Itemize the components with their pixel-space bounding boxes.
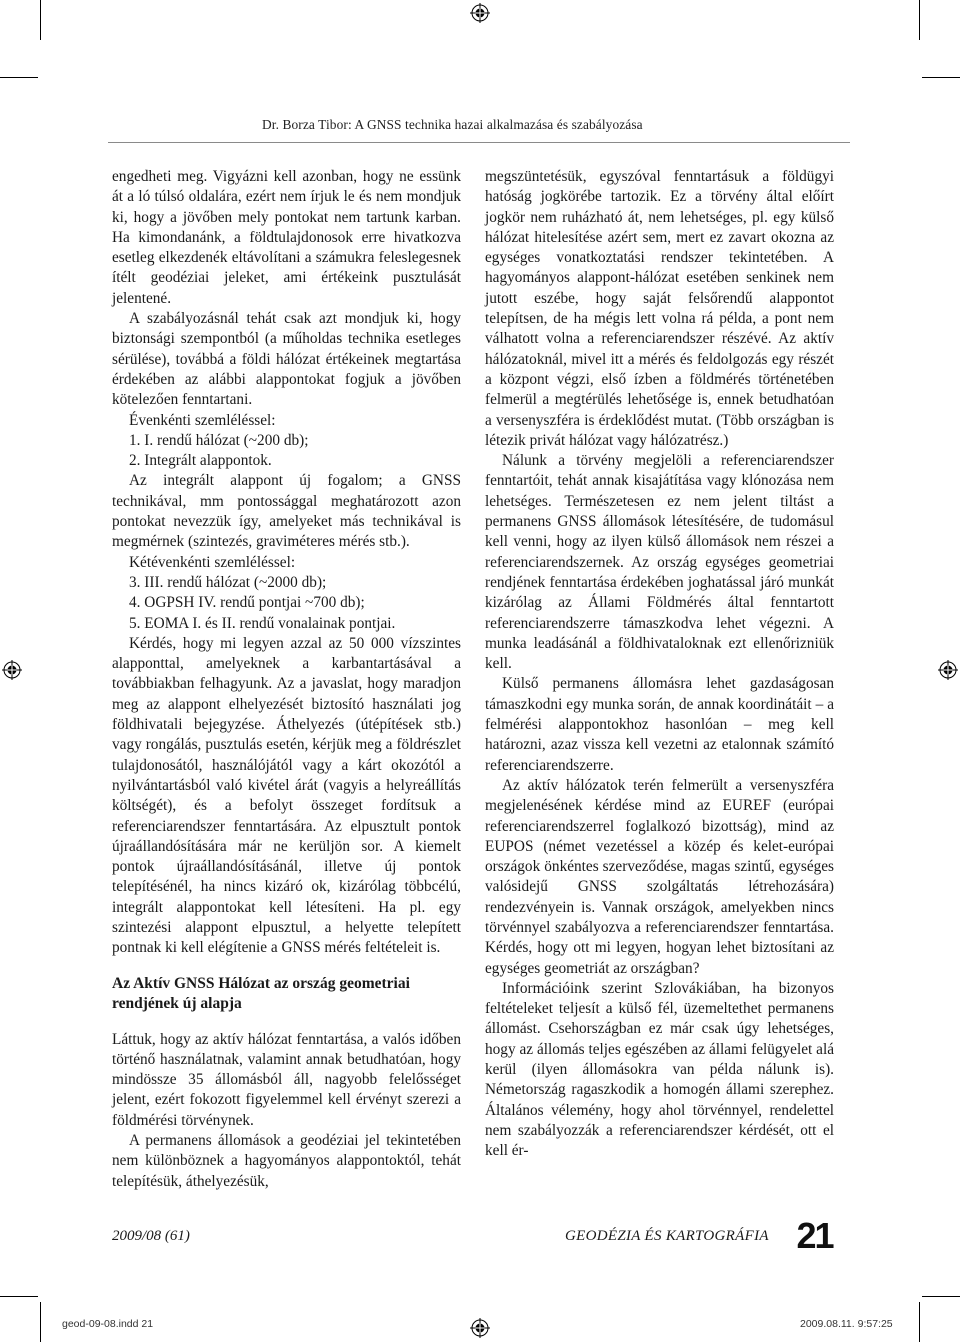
paragraph: engedheti meg. Vigyázni kell azonban, hogy ne essünk át a ló túlsó oldalára, ezért nem írjuk le és nem mondjuk ki, hogy a jövőben mely pontokat nem tartunk karban. Ha kimondanánk, a földtulajdonosok erre hivatkozva esetleg elkezdenék eltávolítani a számukra feleslegesnek ítélt geodéziai jeleket, ami értékeink pusztulását jelentené. bbox=[112, 168, 461, 307]
left-column bbox=[112, 167, 461, 1192]
section-heading: Az Aktív GNSS Hálózat az ország geometriai rendjének új alapja bbox=[112, 974, 410, 1013]
running-header: Dr. Borza Tibor: A GNSS technika hazai alkalmazása és szabályozása bbox=[262, 117, 643, 132]
print-slug-timestamp: 2009.08.11. 9:57:25 bbox=[800, 1318, 893, 1330]
crop-mark-icon bbox=[922, 1296, 960, 1297]
crop-mark-icon bbox=[0, 77, 38, 78]
journal-title: GEODÉZIA ÉS KARTOGRÁFIA bbox=[565, 1228, 769, 1244]
list-item: 5. EOMA I. és II. rendű vonalainak pontjai. bbox=[129, 614, 396, 632]
paragraph: Nálunk a törvény megjelöli a referenciarendszer fenntartóit, tehát annak kisajátítása vagy klónozása nem lehetséges. Természetesen ez nem jelent tiltást a permanens GNSS állomások létesítésére, de tudomásul kell venni, hogy az ilyen külső állomások nem részei a referenciarendszernek. Az ország egységes geometriai rendjének fenntartása érdekében joghatással járó munkát kizárólag az Állami Földmérés által fenntartott referenciarendszerre támaszkodva lehet végezni. A munka leadásánál a földhivataloknak ezt ellenőrizniük kell. bbox=[485, 452, 834, 673]
header-rule bbox=[108, 142, 850, 143]
list-caption: Kétévenkénti szemléléssel: bbox=[129, 553, 296, 571]
paragraph: Láttuk, hogy az aktív hálózat fenntartása, a valós időben történő használatnak, valamint annak betudhatóan, hogy mindössze 35 állomásból áll, nagyobb felelősséget jelent, ezért fokozott figyelemmel kell érvényt szerezi a földmérési törvénynek. bbox=[112, 1030, 461, 1129]
right-column bbox=[485, 167, 834, 1162]
list-item: 4. OGPSH IV. rendű pontjai ~700 db); bbox=[129, 594, 365, 612]
paragraph: Az integrált alappont új fogalom; a GNSS technikával, mm pontossággal meghatározott azon pontokat nevezzük így, amelyeket más technikával is megmérnek (szintezés, graviméteres mérés stb.). bbox=[112, 472, 461, 551]
paragraph: Az aktív hálózatok terén felmerült a versenyszféra megjelenésének kérdése mind az EUREF (európai referenciarendszerrel foglalkozó bizottság), mind az EUPOS (német vezetéssel a közép és kelet-európai országok önkéntes szerveződése, magas szintű, egységes valósidejű GNSS szolgáltatás létrehozására) rendezvényein is. Vannak országok, amelyekben nincs törvénnyel szabályozva a referenciarendszer fenntartása. Kérdés, hogy ott mi legyen, hogyan lehet biztosítani az egységes geometriát az országban? bbox=[485, 776, 834, 977]
paragraph: Információink szerint Szlovákiában, ha bizonyos feltételeket teljesít a külső fél, üzemeltethet permanens állomást. Csehországban ez már csak úgy lehetséges, hogy az állomás teljes egészében az állami felügyelet alá kerül (ilyen állomásokra van példa nálunk is). Németország ragaszkodik a homogén állami szerephez. Általános vélemény, hogy ahol törvénnyel, rendelettel nem szabályozzák a referenciarendszer kérdését, ott el kell ér- bbox=[485, 979, 834, 1160]
issue-number: 2009/08 (61) bbox=[112, 1228, 190, 1244]
page-number: 21 bbox=[796, 1215, 833, 1256]
registration-mark-icon bbox=[470, 1318, 490, 1338]
paragraph: A permanens állomások a geodéziai jel tekintetében nem különböznek a hagyományos alappontoktól, tehát telepítésük, áthelyezésük, bbox=[112, 1132, 461, 1190]
paragraph: A szabályozásnál tehát csak azt mondjuk ki, hogy biztonsági szempontból (a műholdas technika esetleges sérülése), továbbá a földi hálózat értékeinek megtartása érdekében az alábbi alappontokat fogjuk a jövőben kötelezően fenntartani. bbox=[112, 310, 461, 409]
crop-mark-icon bbox=[919, 1302, 920, 1342]
list-caption: Évenkénti szemléléssel: bbox=[129, 411, 276, 429]
crop-mark-icon bbox=[919, 0, 920, 40]
crop-mark-icon bbox=[40, 1302, 41, 1342]
paragraph: Külső permanens állomásra lehet gazdaságosan támaszkodni egy munka során, de annak koordinátáit – a felmérési alappontokhoz hasonlóan – meg kell határozni, azaz vissza kell vezetni az etalonnak számító referenciarendszerre. bbox=[485, 675, 834, 774]
print-slug-file: geod-09-08.indd 21 bbox=[62, 1318, 154, 1330]
paragraph: megszüntetésük, egyszóval fenntartásuk a földügyi hatóság jogkörébe tartozik. Ez a törvény által előírt jogkör nem ruházható át, nem lehetséges, pl. egy külső hálózat hitelesítése azért sem, mert ez zavart okozna az egységes vonatkoztatási rendszer tekintetében. A hagyományos alappont-hálózat esetében senkinek nem jutott eszébe, hogy saját felsőrendű alappontot telepítsen, de ha mégis lett volna rá példa, a pont nem válhatott volna a referenciarendszer részévé. Az aktív hálózatoknál, mivel itt a mérés és feldolgozás egy részét a központ végzi, első ízben a földmérés történetében felmerül a megtérülés lehetősége is, ennek betudhatóan a versenyszféra is érdeklődést mutat. (Több országban is létezik privát hálózat vagy hálózatrész.) bbox=[485, 168, 834, 449]
crop-mark-icon bbox=[0, 1296, 38, 1297]
paragraph: Kérdés, hogy mi legyen azzal az 50 000 vízszintes alapponttal, amelyeknek a karbantartásával a továbbiakban felhagyunk. Az a javaslat, hogy maradjon meg az alappont elhelyezését biztosító használati jog földhivatali bejegyzése. Áthelyezés (útépítések stb.) vagy rongálás, pusztulás esetén, kérjük meg a földrészlet tulajdonosától, használójától vagy a kárt okozótól a nyilvántartásból való kivétel árát (vagyis a helyreállítás költségét), és a befolyt összeget fordítsuk a referenciarendszer fenntartására. Az elpusztult pontok újraállandósítására már ne kerüljön sor. A kiemelt pontok újraállandósításánál, illetve új pontok telepítésénél, ha nincs kizáró ok, kizárólag többcélú, integrált alappontokat kell létesíteni. Ha pl. egy szintezési alappont elpusztul, a helyette telepített pontnak ki kell elégítenie a GNSS mérés feltételeit is. bbox=[112, 634, 461, 957]
registration-mark-icon bbox=[470, 3, 490, 23]
list-item: 2. Integrált alappontok. bbox=[129, 452, 272, 470]
list-item: 3. III. rendű hálózat (~2000 db); bbox=[129, 573, 327, 591]
list-item: 1. I. rendű hálózat (~200 db); bbox=[129, 431, 309, 449]
registration-mark-icon bbox=[2, 660, 22, 680]
crop-mark-icon bbox=[922, 77, 960, 78]
registration-mark-icon bbox=[938, 660, 958, 680]
crop-mark-icon bbox=[40, 0, 41, 40]
